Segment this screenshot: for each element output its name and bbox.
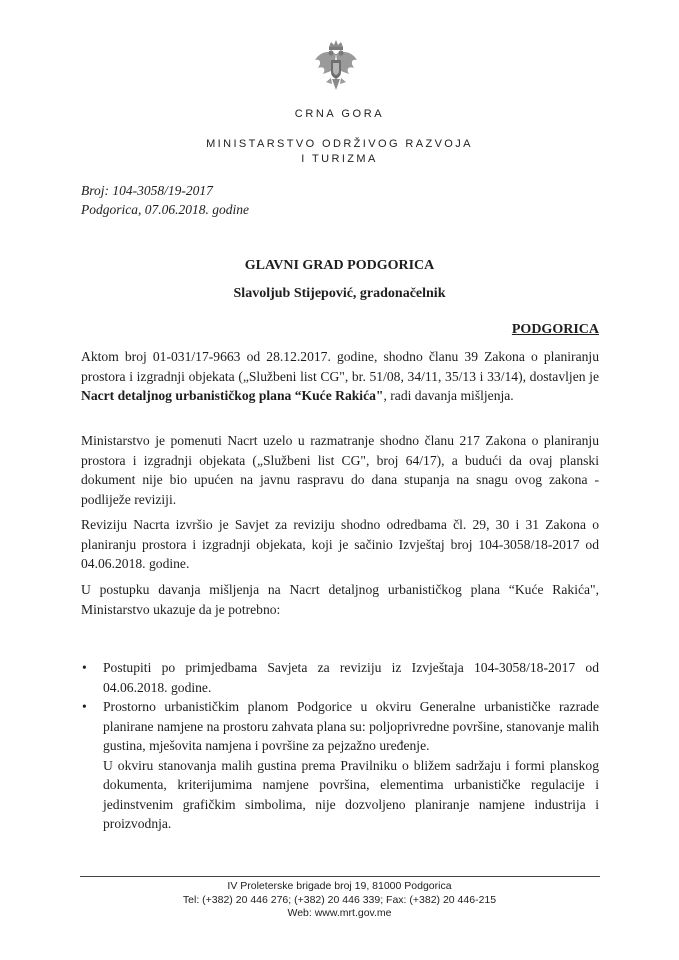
paragraph-1-plan-name: Nacrt detaljnog urbanističkog plana “Kuće Rakića" (81, 388, 384, 403)
reference-place-date: Podgorica, 07.06.2018. godine (81, 202, 249, 217)
paragraph-4: U postupku davanja mišljenja na Nacrt detaljnog urbanističkog plana “Kuće Rakića", Ministarstvo ukazuje da je potrebno: (81, 582, 599, 617)
montenegro-coat-of-arms-icon (312, 38, 360, 94)
paragraph-1-text-after: , radi davanja mišljenja. (383, 388, 514, 403)
addressee-line-2: Slavoljub Stijepović, gradonačelnik (233, 286, 446, 301)
paragraph-1 (81, 347, 599, 406)
paragraph-2: Ministarstvo je pomenuti Nacrt uzelo u razmatranje shodno članu 217 Zakona o planiranju prostora i izgradnji objekata („Službeni list CG", broj 64/17), a budući da ovaj planski dokument nije bio upućen na javnu raspravu do dana stupanja na snagu ovog zakona - podliježe reviziji. (81, 433, 599, 507)
list-item-text: Prostorno urbanističkim planom Podgorice u okviru Generalne urbanističke razrade planirane namjene na prostoru zahvata plana su: poljoprivredne površine, stanovanje malih gustina, mješovita namjena i površine za pejzažno uređenje. (103, 699, 599, 753)
list-item-continuation: U okviru stanovanja malih gustina prema Pravilniku o bližem sadržaju i formi planskog dokumenta, kriterijumima namjene površina, elementima urbanističke regulacije i jedinstvenim grafičkim simbolima, nije dozvoljeno planiranje namjene industrija i proizvodnja. (103, 757, 599, 831)
footer-divider (80, 876, 600, 877)
bullet-icon: • (82, 660, 87, 675)
ministry-name-line-1: MINISTARSTVO ODRŽIVOG RAZVOJA (206, 138, 473, 150)
ministry-name (0, 137, 679, 167)
addressee-line-1: GLAVNI GRAD PODGORICA (244, 258, 435, 273)
ministry-name-line-2: I TURIZMA (301, 153, 378, 165)
reference-number: Broj: 104-3058/19-2017 (81, 183, 213, 198)
list-item (81, 658, 599, 697)
list-item-text: Postupiti po primjedbama Savjeta za reviziju iz Izvještaja 104-3058/18-2017 od 04.06.2018. godine. (103, 660, 599, 695)
paragraph-1-text-before: Aktom broj 01-031/17-9663 od 28.12.2017. godine, shodno članu 39 Zakona o planiranju prostora i izgradnji objekata („Službeni list CG", br. 51/08, 34/11, 35/13 i 33/14), dostavljen je (81, 349, 599, 384)
footer-address: IV Proleterske brigade broj 19, 81000 Podgorica (227, 880, 452, 892)
country-name: CRNA GORA (294, 108, 385, 120)
paragraph-3: Reviziju Nacrta izvršio je Savjet za reviziju shodno odredbama čl. 29, 30 i 31 Zakona o planiranju prostora i izgradnji objekata, koji je sačinio Izvještaj broj 104-3058/18-2017 od 04.06.2018. godine. (81, 517, 599, 571)
requirements-list (81, 658, 599, 834)
footer (0, 880, 679, 921)
footer-phones: Tel: (+382) 20 446 276; (+382) 20 446 339; Fax: (+382) 20 446-215 (182, 893, 497, 906)
footer-web: Web: www.mrt.gov.me (287, 907, 392, 919)
list-item (81, 697, 599, 834)
bullet-icon: • (82, 699, 87, 714)
addressee-line-3: PODGORICA (511, 322, 599, 337)
reference-block (81, 181, 249, 219)
